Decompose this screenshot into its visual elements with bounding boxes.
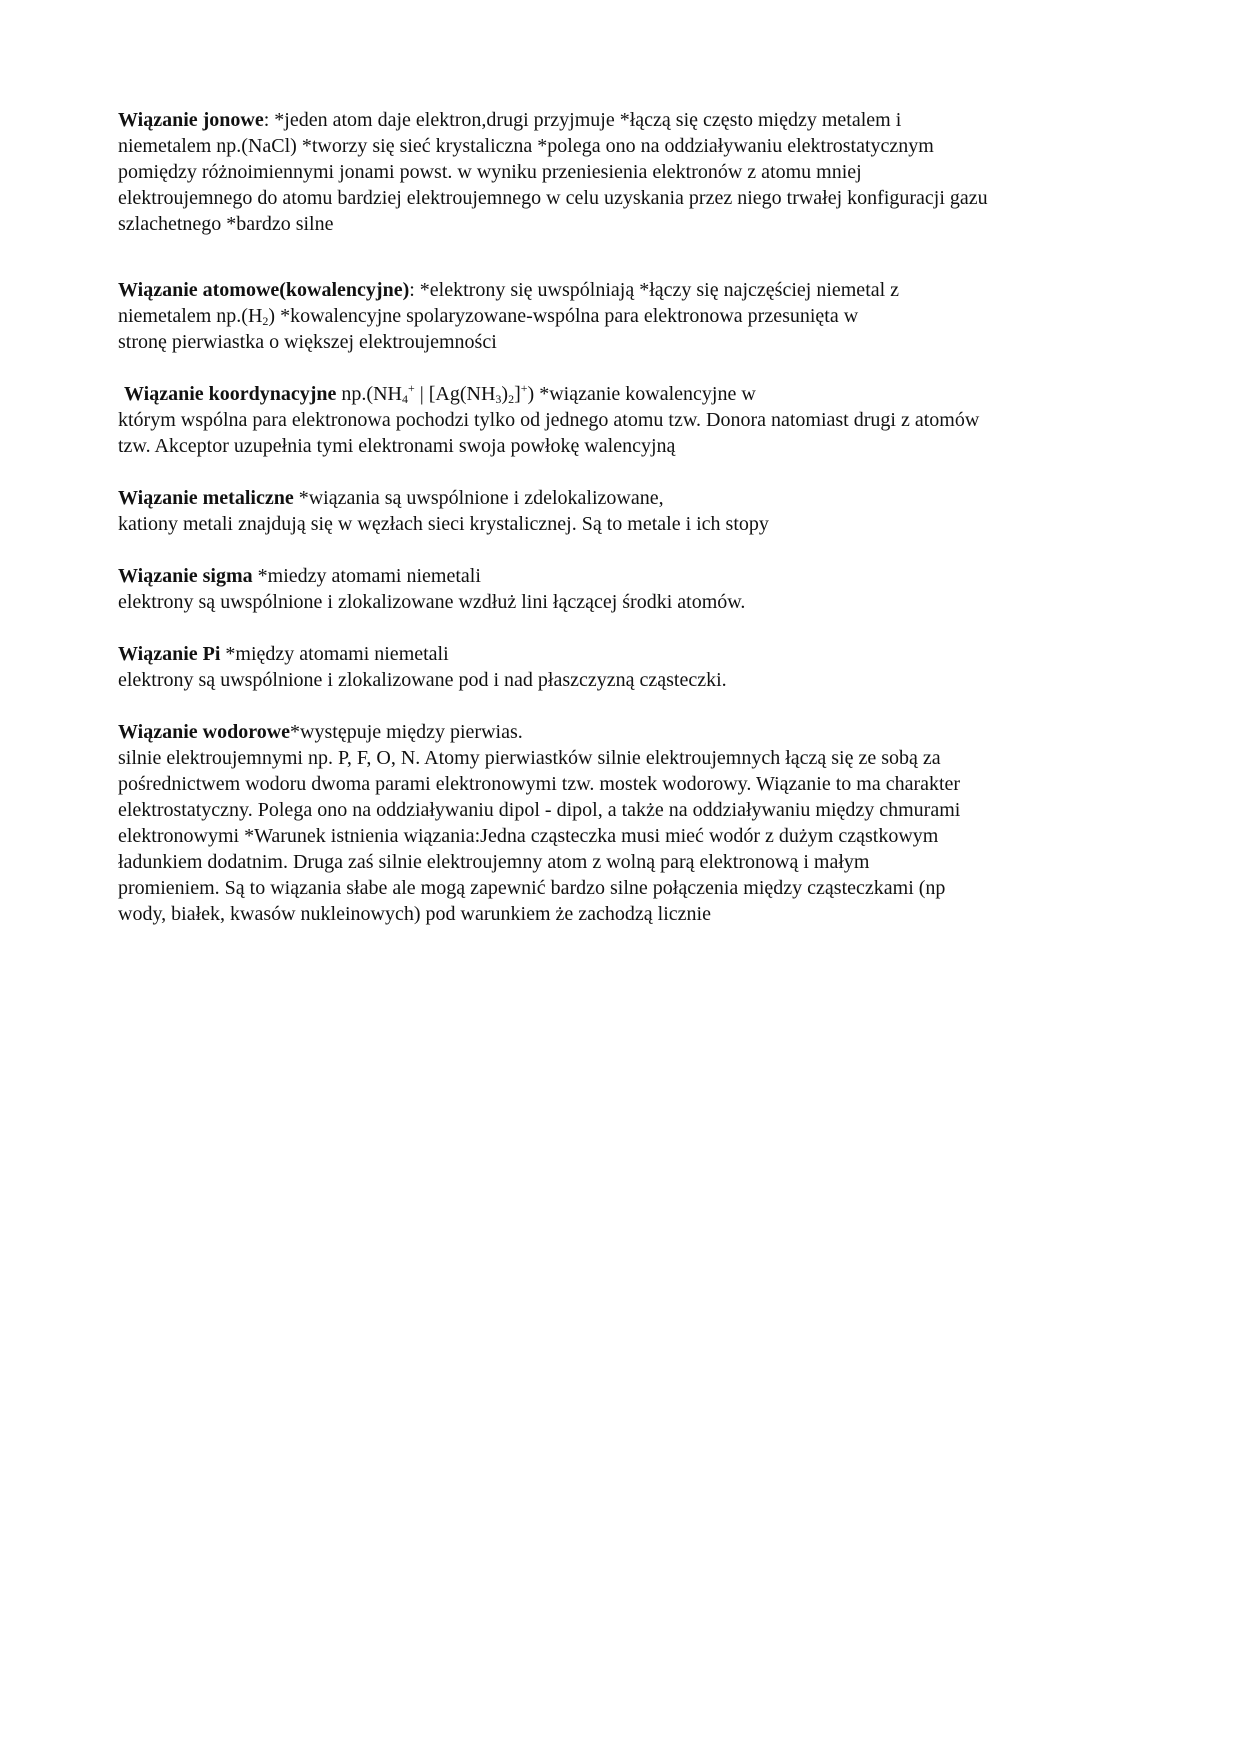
text-line: Wiązanie jonowe: *jeden atom daje elektron,drugi przyjmuje *łączą się często między metalem i [118, 109, 902, 131]
section-heading: Wiązanie metaliczne [118, 487, 294, 509]
section-ionic-bond [118, 107, 1128, 237]
text-line: elektronowymi *Warunek istnienia wiązania:Jedna cząsteczka musi mieć wodór z dużym cząstkowym [118, 825, 939, 847]
text-line: pomiędzy różnoimiennymi jonami powst. w wyniku przeniesienia elektronów z atomu mniej [118, 161, 862, 183]
text-line: ładunkiem dodatnim. Druga zaś silnie elektroujemny atom z wolną parą elektronową i małym [118, 851, 870, 873]
text-line: którym wspólna para elektronowa pochodzi tylko od jednego atomu tzw. Donora natomiast drugi z atomów [118, 409, 980, 431]
section-heading: Wiązanie koordynacyjne [124, 383, 337, 405]
section-hydrogen-bond [118, 719, 1128, 927]
text-line: kationy metali znajdują się w węzłach sieci krystalicznej. Są to metale i ich stopy [118, 513, 769, 535]
text-line: silnie elektroujemnymi np. P, F, O, N. Atomy pierwiastków silnie elektroujemnych łączą się ze sobą za [118, 747, 941, 769]
section-heading: Wiązanie atomowe(kowalencyjne) [118, 279, 410, 301]
text-line: szlachetnego *bardzo silne [118, 213, 334, 235]
text-line: Wiązanie atomowe(kowalencyjne): *elektrony się uwspólniają *łączy się najczęściej niemetal z [118, 279, 900, 301]
text-line: promieniem. Są to wiązania słabe ale mogą zapewnić bardzo silne połączenia między cząsteczkami (np [118, 877, 946, 899]
text-line: niemetalem $np.(H_2)$ *kowalencyjne spolaryzowane-wspólna para elektronowa przesunięta w [118, 305, 859, 328]
text-line: stronę pierwiastka o większej elektroujemności [118, 331, 497, 353]
section-metallic-bond [118, 485, 1128, 537]
section-heading: Wiązanie Pi [118, 643, 221, 665]
section-covalent-bond [118, 277, 1128, 355]
text-line: niemetalem np.(NaCl) *tworzy się sieć krystaliczna *polega ono na oddziaływaniu elektrostatycznym [118, 135, 934, 157]
section-pi-bond [118, 641, 1128, 693]
text-line: Wiązanie koordynacyjne $np.(NH_4^+$ | $[Ag(NH_3)_2]^+$) *wiązanie kowalencyjne w [124, 381, 756, 406]
text-line: pośrednictwem wodoru dwoma parami elektronowymi tzw. mostek wodorowy. Wiązanie to ma charakter [118, 773, 961, 795]
text-line: tzw. Akceptor uzupełnia tymi elektronami swoja powłokę walencyjną [118, 435, 676, 457]
section-sigma-bond [118, 563, 1128, 615]
text-line: Wiązanie Pi *między atomami niemetali [118, 643, 449, 665]
section-coordinate-bond [118, 381, 1128, 459]
section-heading: Wiązanie wodorowe [118, 721, 291, 743]
text-line: Wiązanie sigma *miedzy atomami niemetali [118, 565, 481, 587]
text-line: elektrony są uwspólnione i zlokalizowane wzdłuż lini łączącej środki atomów. [118, 591, 746, 613]
text-line: Wiązanie metaliczne *wiązania są uwspólnione i zdelokalizowane, [118, 487, 664, 509]
text-line: elektrony są uwspólnione i zlokalizowane pod i nad płaszczyzną cząsteczki. [118, 669, 727, 691]
text-line: wody, białek, kwasów nukleinowych) pod warunkiem że zachodzą licznie [118, 903, 711, 925]
text-line: elektrostatyczny. Polega ono na oddziaływaniu dipol - dipol, a także na oddziaływaniu między chmurami [118, 799, 961, 821]
section-heading: Wiązanie sigma [118, 565, 253, 587]
text-line: Wiązanie wodorowe*występuje między pierwias. [118, 721, 523, 743]
text-line: elektroujemnego do atomu bardziej elektroujemnego w celu uzyskania przez niego trwałej konfiguracji gazu [118, 187, 988, 209]
section-heading: Wiązanie jonowe [118, 109, 264, 131]
